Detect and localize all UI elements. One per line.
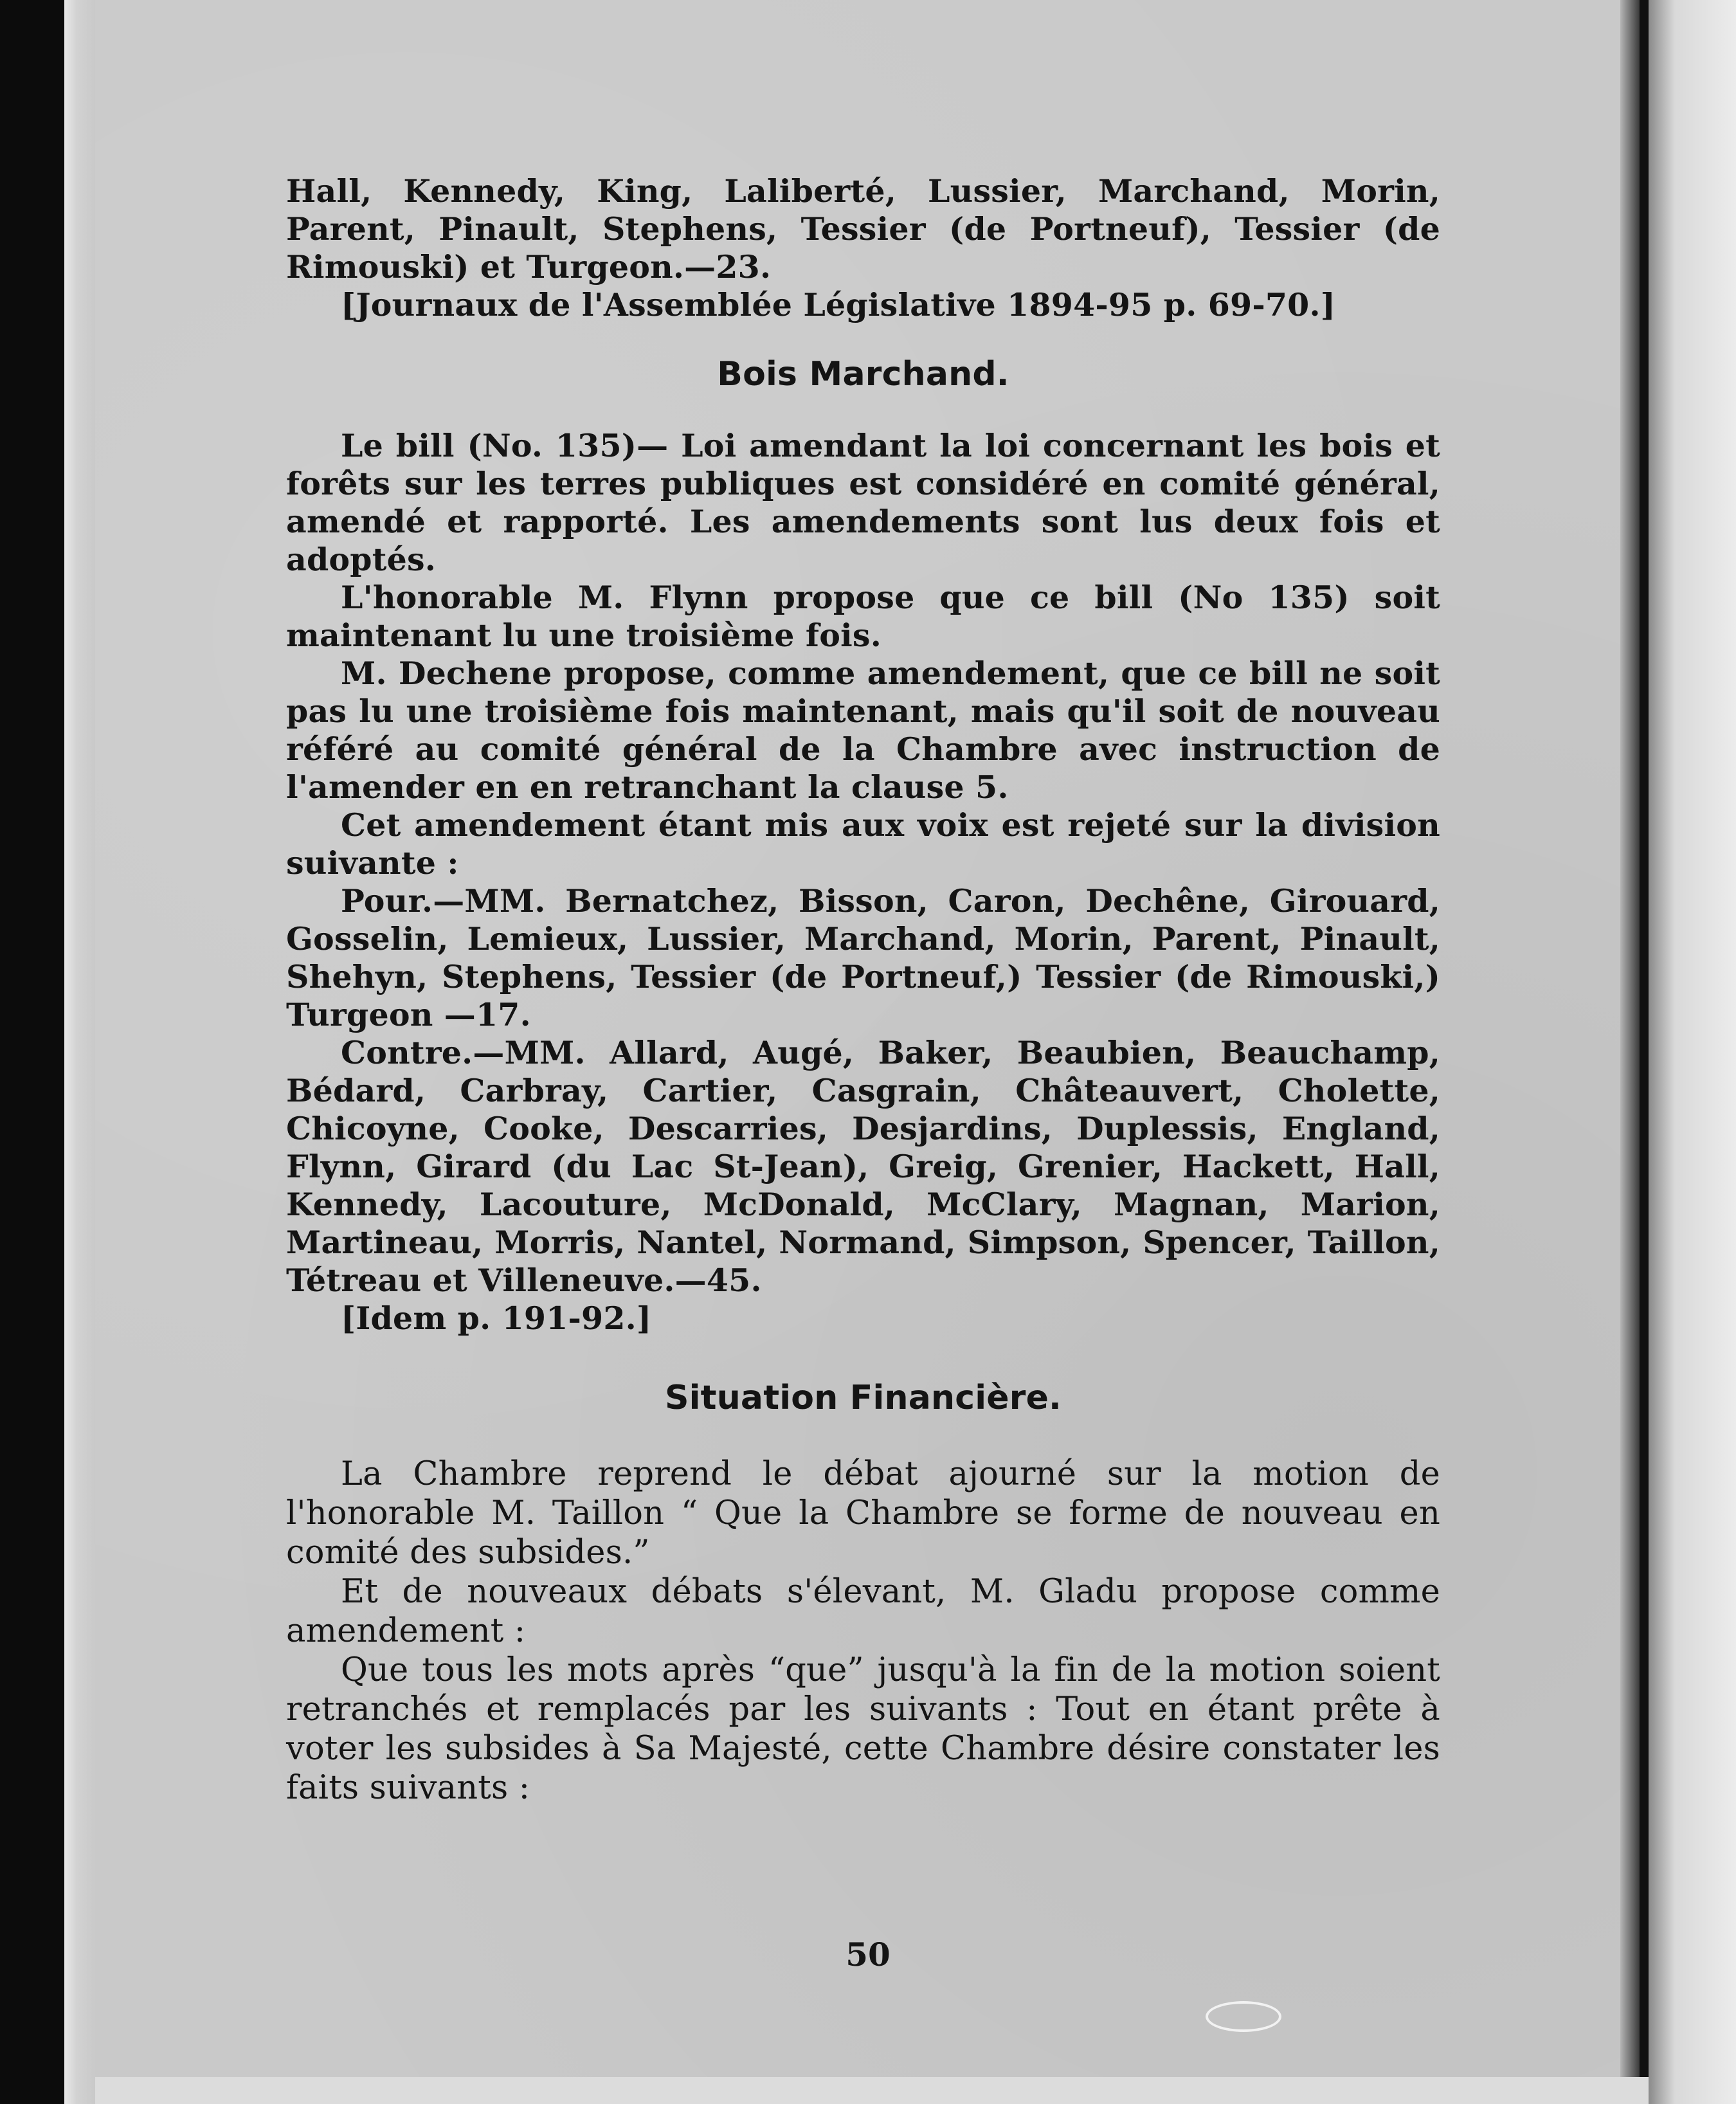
vote-for-list: Pour.—MM. Bernatchez, Bisson, Caron, Dechêne, Girouard, Gosselin, Lemieux, Lussier, Marchand, Morin, Parent, Pinault, Shehyn, Stephens, Tessier (de Portneuf,) Tessier (de Rimouski,) Turgeon —17.	[286, 882, 1440, 1033]
page-number: 50	[845, 1936, 891, 1973]
paragraph: L'honorable M. Flynn propose que ce bill (No 135) soit maintenant lu une troisième fois.	[286, 579, 1440, 654]
scanner-margin	[0, 0, 64, 2104]
paragraph: Que tous les mots après “que” jusqu'à la fin de la motion soient retranchés et remplacés par les suivants : Tout en étant prête à voter les subsides à Sa Majesté, cette Chambre désire constater les faits suivants :	[286, 1651, 1440, 1807]
page-text	[286, 172, 1440, 1808]
paragraph: Le bill (No. 135)— Loi amendant la loi concernant les bois et forêts sur les terres publiques est considéré en comité général, amendé et rapporté. Les amendements sont lus deux fois et adoptés.	[286, 427, 1440, 578]
paragraph: M. Dechene propose, comme amendement, que ce bill ne soit pas lu une troisième fois maintenant, mais qu'il soit de nouveau référé au comité général de la Chambre avec instruction de l'amender en en retranchant la clause 5.	[286, 655, 1440, 806]
facing-page-edge	[1649, 0, 1736, 2104]
page-edge-left	[64, 0, 95, 2104]
book-spine	[1640, 0, 1649, 2104]
ink-mark	[1206, 2001, 1281, 2032]
paragraph: Cet amendement étant mis aux voix est rejeté sur la division suivante :	[286, 806, 1440, 882]
page-bottom-edge	[95, 2077, 1649, 2104]
paragraph: La Chambre reprend le débat ajourné sur la motion de l'honorable M. Taillon “ Que la Chambre se forme de nouveau en comité des subsides.”	[286, 1455, 1440, 1572]
page-gutter	[1620, 0, 1640, 2104]
opening-paragraph: Hall, Kennedy, King, Laliberté, Lussier, Marchand, Morin, Parent, Pinault, Stephens, Tessier (de Portneuf), Tessier (de Rimouski) et Turgeon.—23.	[286, 172, 1440, 286]
citation: [Journaux de l'Assemblée Législative 1894-95 p. 69-70.]	[341, 286, 1336, 323]
paragraph: Et de nouveaux débats s'élevant, M. Gladu propose comme amendement :	[286, 1573, 1440, 1650]
section-heading-situation-financiere: Situation Financière.	[664, 1379, 1062, 1417]
citation: [Idem p. 191-92.]	[341, 1300, 652, 1337]
section-heading-bois-marchand: Bois Marchand.	[717, 355, 1009, 394]
vote-against-list: Contre.—MM. Allard, Augé, Baker, Beaubien, Beauchamp, Bédard, Carbray, Cartier, Casgrain, Châteauvert, Cholette, Chicoyne, Cooke, Descarries, Desjardins, Duplessis, England, Flynn, Girard (du Lac St-Jean), Greig, Grenier, Hackett, Hall, Kennedy, Lacouture, McDonald, McClary, Magnan, Marion, Martineau, Morris, Nantel, Normand, Simpson, Spencer, Taillon, Tétreau et Villeneuve.—45.	[286, 1034, 1440, 1299]
